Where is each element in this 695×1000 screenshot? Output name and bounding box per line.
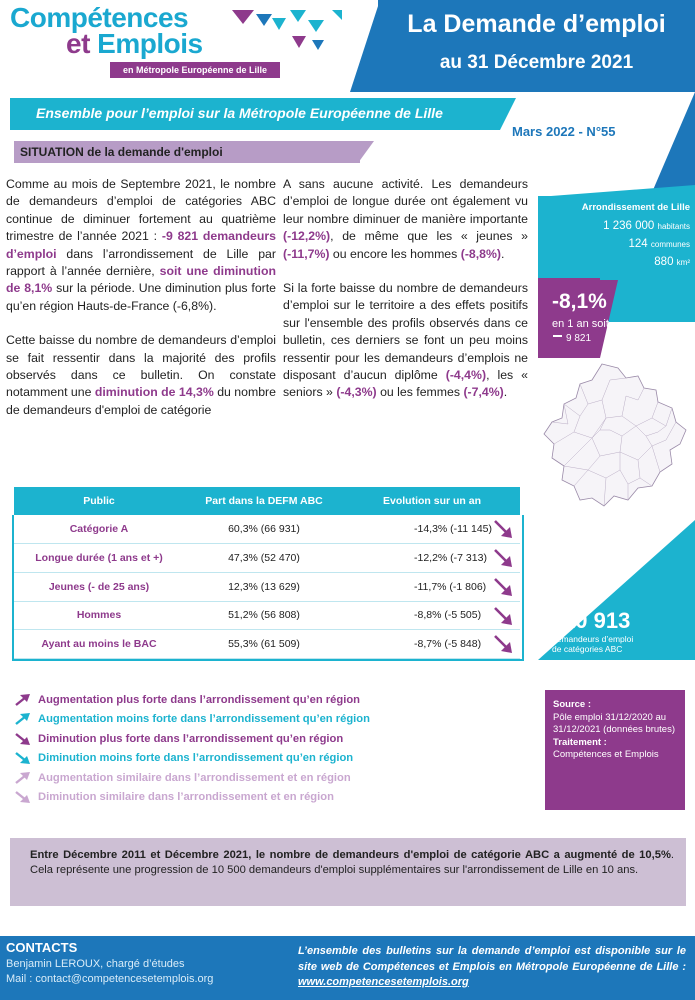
change-percent: -8,1% <box>552 290 607 313</box>
highlight-text: -9 821 demandeurs d’emploi <box>6 229 276 261</box>
highlight-text: (-4,3%) <box>336 385 377 400</box>
legend-label: Augmentation plus forte dans l’arrondissement qu’en région <box>38 693 360 706</box>
body-text: ou encore les hommes <box>329 246 461 261</box>
summary-bold: Entre Décembre 2011 et Décembre 2021, le nombre de demandeurs d'emploi de catégorie ABC a augmenté de 10,5% <box>30 849 671 861</box>
highlight-text: (-7,4%) <box>463 385 504 400</box>
body-text: dans l’arrondissement de Lille par rapport à l’année dernière, <box>6 246 276 279</box>
arrow-up-right-icon <box>14 712 32 726</box>
legend-item <box>14 788 394 808</box>
highlight-text: (-4,4%) <box>445 368 487 383</box>
legend-item <box>14 729 394 749</box>
cell-evolution-value: -8,7% (-5 848) <box>414 638 482 651</box>
body-text: ou les femmes <box>376 385 464 400</box>
body-text: du nombre de demandeurs d'emploi de catégorie <box>6 385 276 417</box>
cell-part: 12,3% (13 629) <box>184 572 344 601</box>
stat-communes-value: 124 <box>628 238 648 250</box>
highlight-text: diminution de 14,3% <box>94 385 214 400</box>
total-count: 110 913 <box>552 608 631 633</box>
highlight-text: soit une diminution de 8,1% <box>6 264 276 296</box>
body-text: Cette baisse du nombre de demandeurs d’emploi se fait ressentir dans la majorité des profils observés dans ce bulletin. On constate notamment une <box>6 333 276 400</box>
arrow-legend <box>14 690 394 807</box>
text-column-right <box>283 176 528 419</box>
legend-item <box>14 768 394 788</box>
body-text: , les « seniors » <box>283 368 529 400</box>
cell-part: 51,2% (56 808) <box>184 601 344 630</box>
cell-part: 60,3% (66 931) <box>184 515 344 544</box>
legend-item <box>14 710 394 730</box>
title-banner-edge <box>350 0 380 92</box>
treatment-label: Traitement : <box>553 736 607 748</box>
arrow-down-right-icon <box>14 790 32 804</box>
body-text: A sans aucune activité. Les demandeurs d’emploi de longue durée ont également vu leur nombre diminuer de manière importante <box>283 177 528 226</box>
contact-mail[interactable]: Mail : contact@competencesetemplois.org <box>6 973 214 985</box>
source-text: Pôle emploi 31/12/2020 au 31/12/2021 (données brutes) <box>553 711 676 735</box>
source-label: Source : <box>553 699 592 710</box>
stat-area-unit: km² <box>676 258 690 267</box>
paragraph <box>6 332 276 419</box>
cell-evolution-value: -14,3% (-11 145) <box>414 523 493 536</box>
cell-public: Longue durée (1 ans et +) <box>14 544 184 573</box>
body-text: sur la période. Une diminution plus forte qu’en région Hauts-de-France (-6,8%). <box>6 281 277 313</box>
section-title: SITUATION de la demande d'emploi <box>20 145 223 159</box>
arrow-up-right-icon <box>14 771 32 785</box>
total-count-label: demandeurs d’emploi de catégories ABC <box>552 634 634 654</box>
cell-public: Jeunes (- de 25 ans) <box>14 572 184 601</box>
arrondissement-map <box>540 360 690 510</box>
legend-item <box>14 690 394 710</box>
body-text: . <box>503 385 508 400</box>
section-bar-tip <box>358 141 374 163</box>
arrow-down-right-icon <box>14 751 32 765</box>
arrow-up-right-icon <box>14 693 32 707</box>
page-subtitle: au 31 Décembre 2021 <box>439 52 634 73</box>
highlight-text: (-11,7%) <box>283 246 330 261</box>
issue-date: Mars 2022 - N°55 <box>512 124 616 139</box>
footer-note-text: L’ensemble des bulletins sur la demande d’emploi est disponible sur le site web de Compétences et Emplois en Métropole Européenne de Lille : <box>298 945 686 973</box>
body-text: , de même que les « jeunes » <box>330 229 528 244</box>
table-header: Public <box>14 487 184 515</box>
summary-box <box>10 838 686 906</box>
legend-label: Diminution plus forte dans l’arrondissement qu’en région <box>38 732 344 745</box>
source-box <box>545 690 685 810</box>
arrow-down-right-icon <box>14 732 32 746</box>
table-header: Evolution sur un an <box>344 487 520 515</box>
contacts-title: CONTACTS <box>6 940 78 955</box>
legend-label: Augmentation moins forte dans l’arrondissement qu’en région <box>38 713 370 726</box>
stats-panel-notch <box>538 185 695 197</box>
logo-shapes-icon <box>232 10 342 60</box>
logo-subtitle: en Métropole Européenne de Lille <box>110 62 280 78</box>
logo-et: et <box>66 28 90 59</box>
body-text: Comme au mois de Septembre 2021, le nombre de demandeurs d’emploi de catégories ABC continue de diminuer fortement au quatrième trimestre de l’année 2021 : <box>6 177 276 244</box>
stat-communes <box>540 238 690 250</box>
cell-part: 55,3% (61 509) <box>184 630 344 659</box>
change-count: 9 821 <box>566 333 592 344</box>
legend-label: Diminution moins forte dans l’arrondissement qu’en région <box>38 752 354 765</box>
table-frame <box>12 515 524 661</box>
stat-habitants-unit: habitants <box>657 222 690 231</box>
cell-public: Catégorie A <box>14 515 184 544</box>
treatment-text: Compétences et Emplois <box>553 749 659 760</box>
cell-evolution-value: -12,2% (-7 313) <box>414 552 487 565</box>
cell-public: Hommes <box>14 601 184 630</box>
logo-line2 <box>66 28 203 60</box>
stat-communes-unit: communes <box>650 240 690 249</box>
cell-evolution-value: -8,8% (-5 505) <box>414 609 482 622</box>
contact-name: Benjamin LEROUX, chargé d’études <box>6 958 185 970</box>
stats-title: Arrondissement de Lille <box>581 202 690 213</box>
body-text: . <box>501 246 505 261</box>
legend-label: Augmentation similaire dans l’arrondissement et en région <box>38 771 351 784</box>
highlight-text: (-8,8%) <box>460 246 502 261</box>
stat-habitants <box>540 220 690 232</box>
body-text: Si la forte baisse du nombre de demandeurs d’emploi sur le territoire a des effets positifs sur l'ensemble des profils observés dans ce bulletin, ces derniers se font un peu moins ressentir pour les demandeurs d’emplois ne disposant d’aucun diplôme <box>283 281 528 383</box>
cell-evolution-value: -11,7% (-1 806) <box>414 580 487 593</box>
logo-line1: Compétences <box>10 2 189 33</box>
stat-habitants-value: 1 236 000 <box>603 220 655 232</box>
legend-label: Diminution similaire dans l’arrondissement et en région <box>38 791 334 804</box>
logo-emplois: Emplois <box>89 28 203 59</box>
change-subtitle: en 1 an soit <box>552 318 609 330</box>
legend-item <box>14 749 394 769</box>
paragraph <box>6 176 276 315</box>
highlight-text: (-12,2%) <box>283 229 331 244</box>
summary-rest: . Cela représente une progression de 10 500 demandeurs d'emploi supplémentaires sur l'arrondissement de Lille en 10 ans. <box>30 849 674 876</box>
paragraph <box>283 176 528 263</box>
website-link[interactable]: www.competencesetemplois.org <box>298 976 469 988</box>
cell-part: 47,3% (52 470) <box>184 544 344 573</box>
page-title: La Demande d’emploi <box>407 10 666 38</box>
paragraph <box>283 280 528 402</box>
tagline: Ensemble pour l’emploi sur la Métropole Européenne de Lille <box>36 105 443 121</box>
cell-public: Ayant au moins le BAC <box>14 630 184 659</box>
stat-area <box>540 256 690 268</box>
footer-note <box>298 944 686 991</box>
stat-area-value: 880 <box>654 256 674 268</box>
minus-sign-icon <box>553 335 562 337</box>
table-header: Part dans la DEFM ABC <box>184 487 344 515</box>
text-column-left <box>6 176 276 436</box>
